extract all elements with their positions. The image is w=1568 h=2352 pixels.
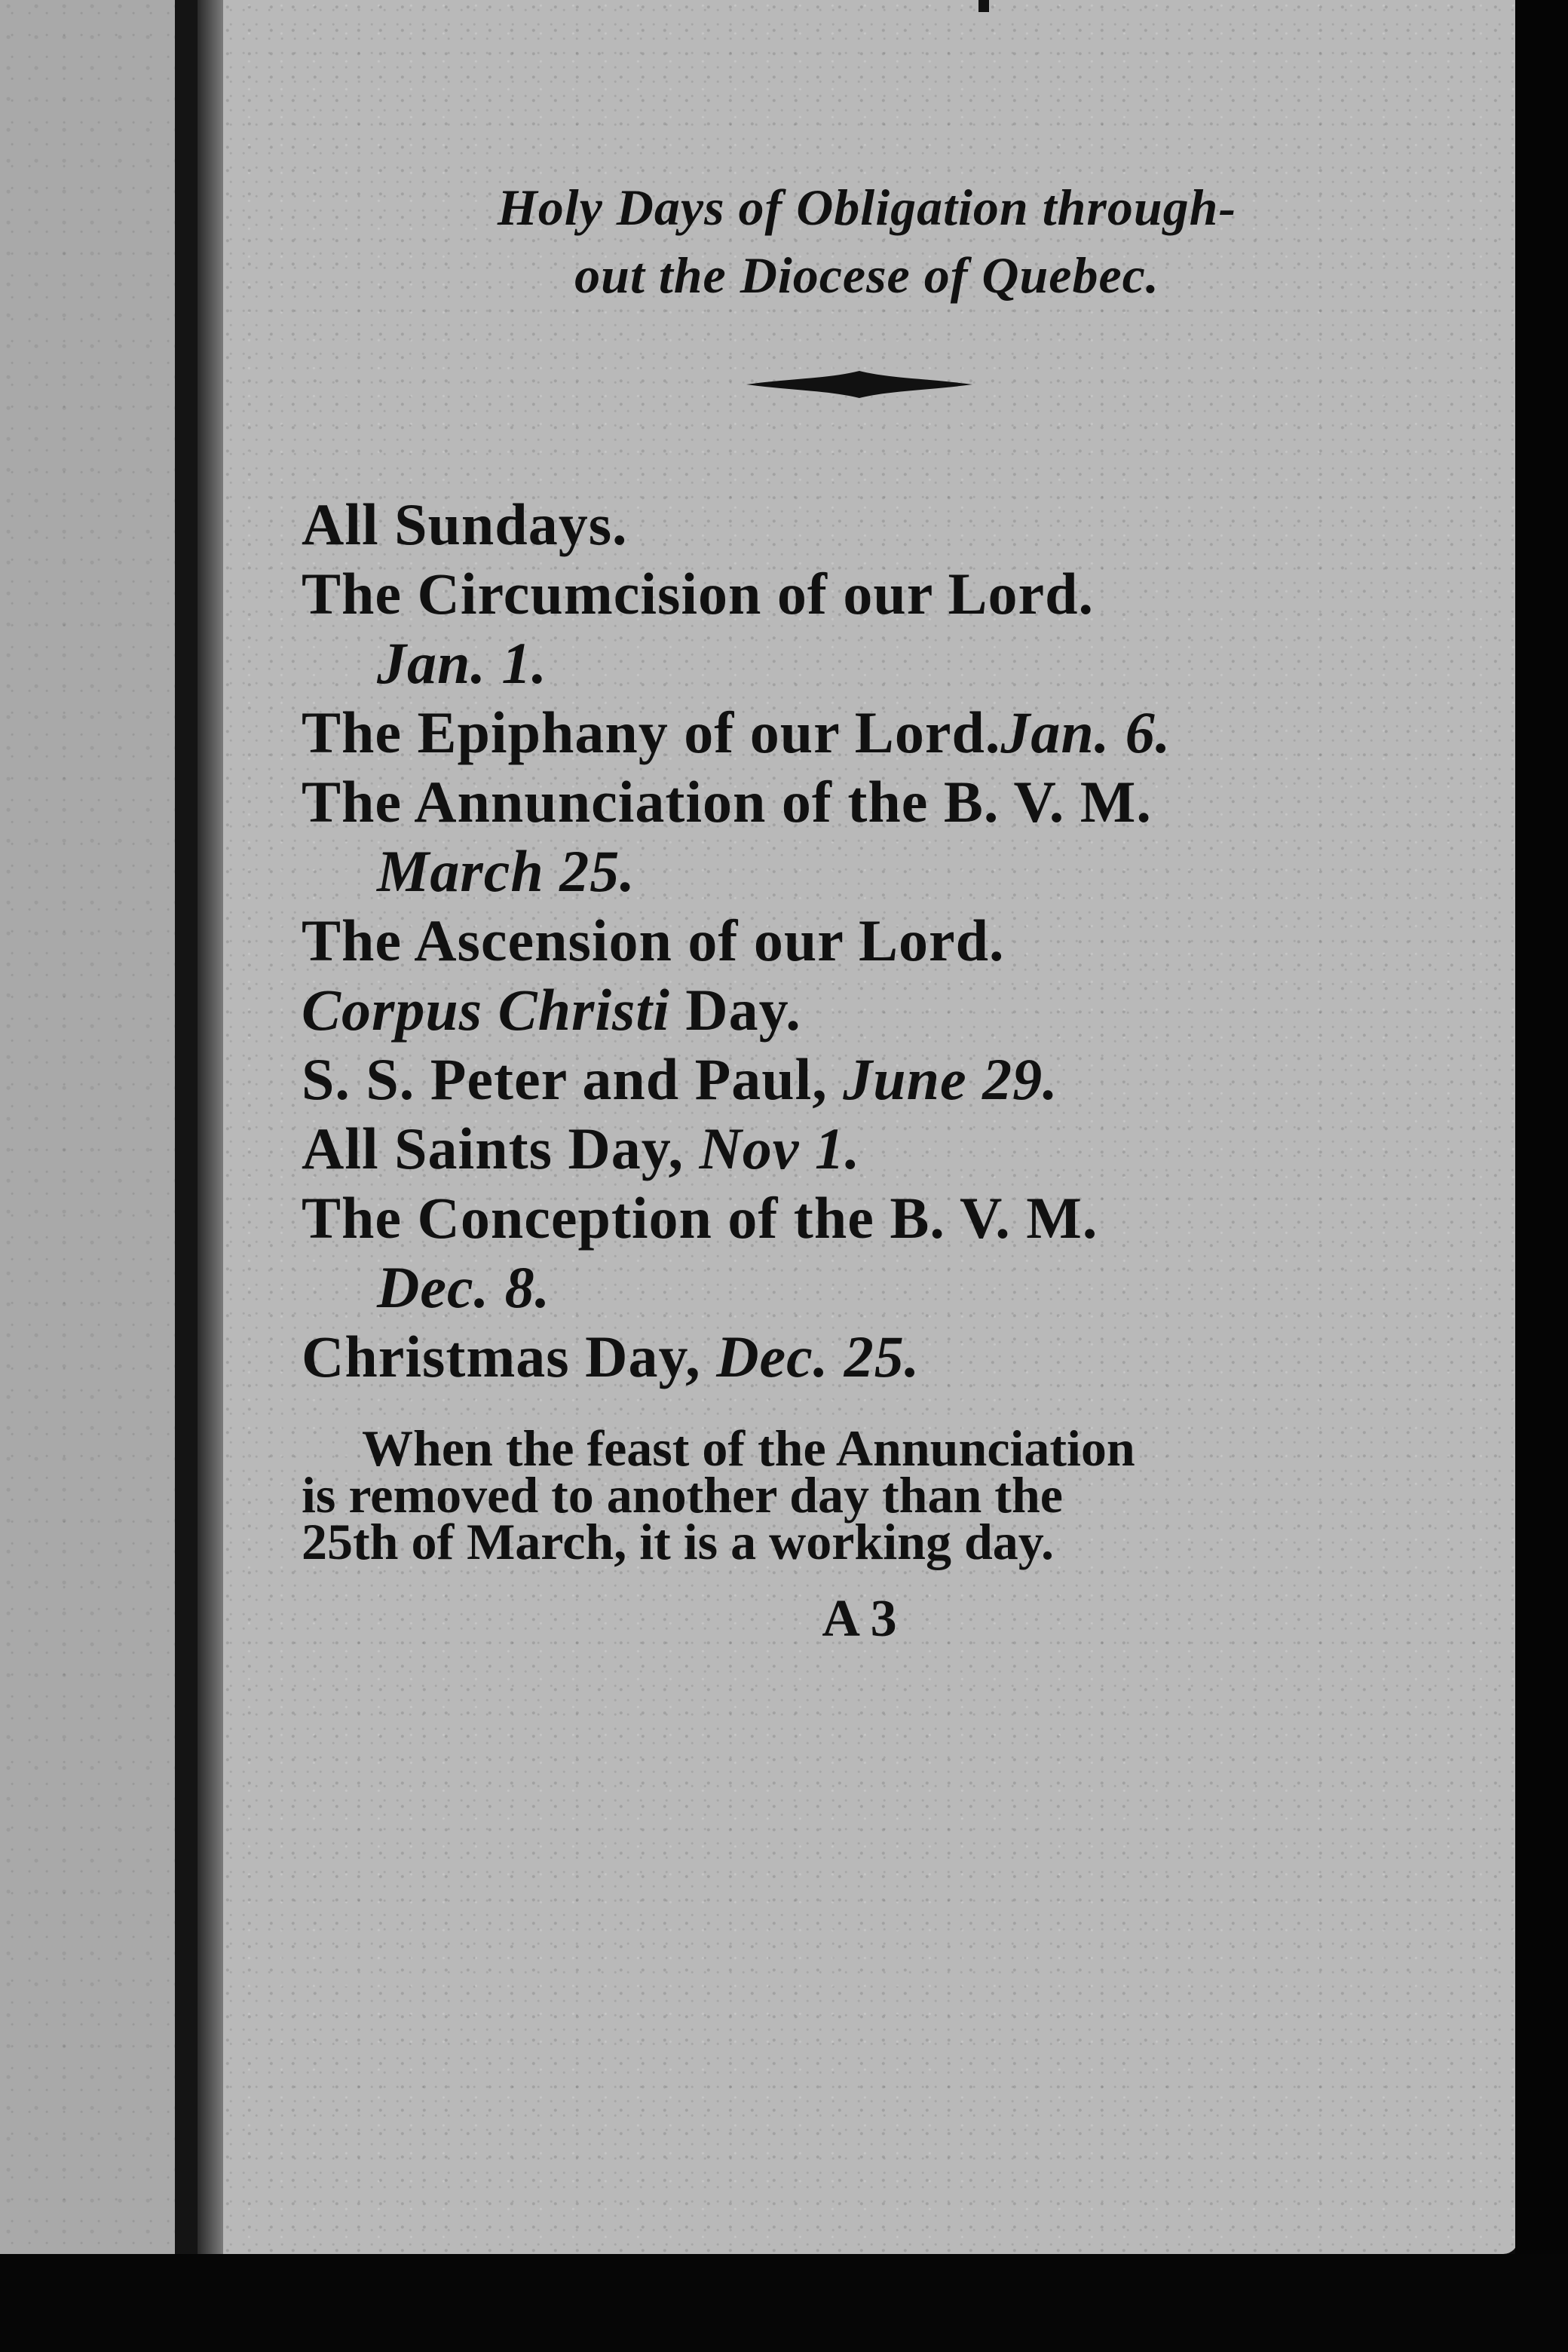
annunciation-note — [286, 1419, 1417, 1570]
note-line-1: When the feast of the Annunciation — [362, 1419, 1135, 1477]
page-heading — [302, 173, 1432, 309]
page-content — [286, 173, 1432, 1649]
note-line-3: 25th of March, it is a working day. — [302, 1513, 1055, 1570]
holy-days-list — [286, 490, 1432, 1392]
heading-line-1: Holy Days of Obligation through- — [497, 179, 1237, 236]
list-item-date: March 25. — [377, 838, 635, 904]
ornament-divider — [746, 369, 972, 400]
heading-line-2: out the Diocese of Quebec. — [574, 247, 1159, 304]
ornament-rule-icon — [746, 369, 972, 400]
binding-gutter — [175, 0, 201, 2284]
signature-mark: A 3 — [822, 1590, 897, 1648]
list-item: The Epiphany of our Lord.Jan. 6. — [302, 700, 1171, 765]
list-item: All Saints Day, Nov 1. — [302, 1116, 861, 1181]
list-item: S. S. Peter and Paul, June 29. — [302, 1046, 1058, 1112]
bottom-border — [0, 2254, 1568, 2352]
left-page-fragment — [0, 0, 188, 2284]
top-mark — [978, 0, 989, 12]
list-item: The Circumcision of our Lord. — [302, 561, 1094, 626]
list-item-date: Dec. 8. — [377, 1254, 551, 1320]
list-item: Corpus Christi Day. — [302, 977, 801, 1043]
right-border — [1515, 0, 1568, 2352]
list-item: The Annunciation of the B. V. M. — [302, 769, 1152, 835]
note-line-2: is removed to another day than the — [302, 1466, 1063, 1524]
list-item: The Conception of the B. V. M. — [302, 1185, 1098, 1251]
list-item: The Ascension of our Lord. — [302, 908, 1005, 973]
list-item: Christmas Day, Dec. 25. — [302, 1324, 920, 1389]
list-item: All Sundays. — [302, 492, 628, 557]
list-item-date: Jan. 1. — [377, 630, 547, 696]
